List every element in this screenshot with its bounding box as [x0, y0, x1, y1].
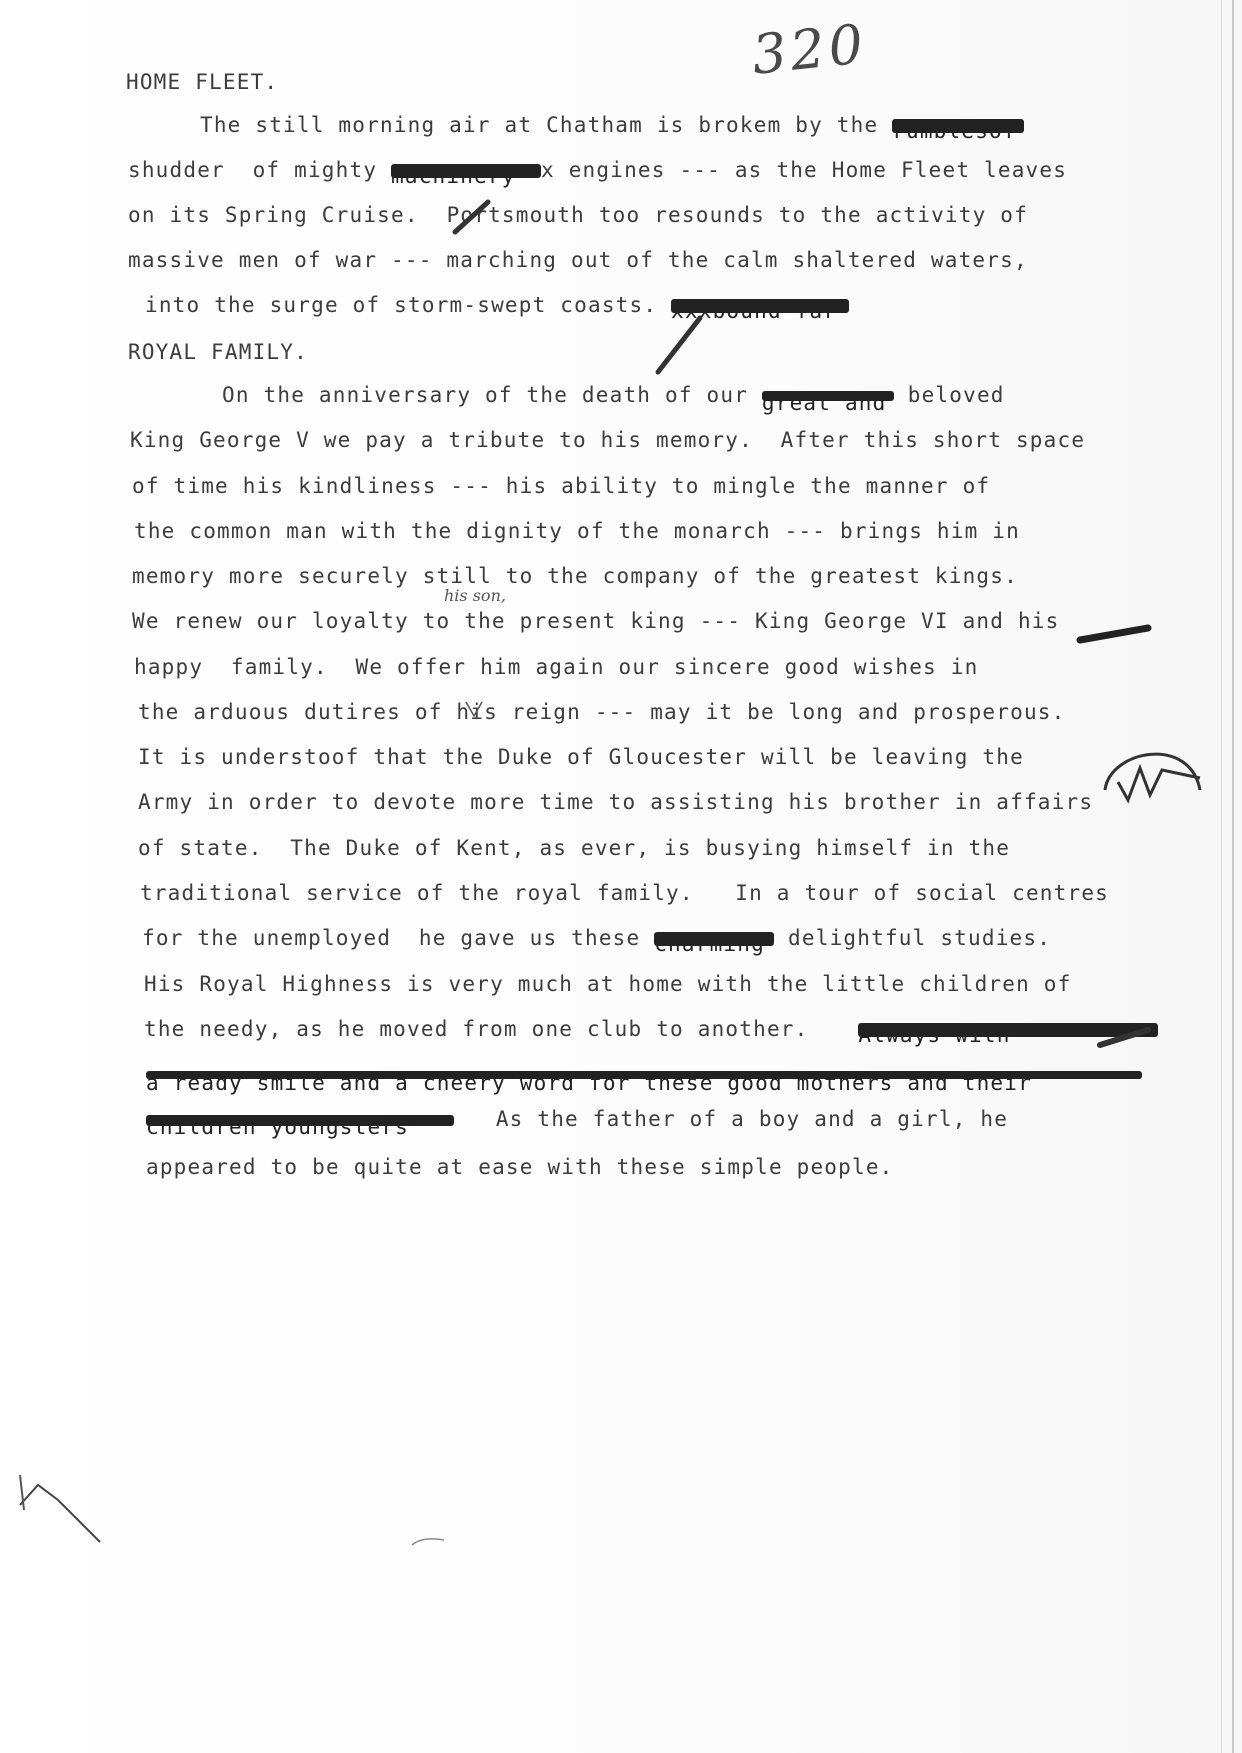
insertion-caret	[466, 702, 482, 716]
text-line: the common man with the dignity of the monarch --- brings him in	[134, 519, 1020, 543]
struck-out-line: a ready smile and a cheery word for these good mothers and their	[146, 1071, 1142, 1079]
text-line: happy family. We offer him again our sincere good wishes in	[134, 655, 979, 679]
text-line: of time his kindliness --- his ability to mingle the manner of	[132, 474, 991, 498]
text-line: memory more securely still to the company of the greatest kings.	[132, 564, 1018, 588]
section-heading-home-fleet: HOME FLEET.	[126, 70, 279, 94]
text-line: King George V we pay a tribute to his memory. After this short space	[130, 428, 1086, 452]
text-line: Army in order to devote more time to assisting his brother in affairs	[138, 790, 1094, 814]
section-heading-royal-family: ROYAL FAMILY.	[128, 340, 308, 364]
text-line: His Royal Highness is very much at home with the little children of	[144, 972, 1072, 996]
handwritten-page-number: 320	[749, 12, 871, 87]
deletion-scribble	[1080, 628, 1148, 640]
line-text: As the father of a boy and a girl, he	[495, 1107, 1009, 1131]
line-text: The still morning air at Chatham is brokem by the	[200, 113, 879, 137]
text-line: appeared to be quite at ease with these simple people.	[146, 1155, 894, 1179]
line-text: into the surge of storm-swept coasts.	[145, 293, 658, 317]
margin-mark	[20, 1485, 100, 1542]
line-text: x engines --- as the Home Fleet leaves	[541, 158, 1068, 182]
line-text: beloved	[907, 383, 1005, 407]
struck-out-text: children youngsters	[146, 1115, 454, 1126]
line-text: On the anniversary of the death of our	[222, 383, 749, 407]
paragraph-break-slash	[455, 202, 488, 232]
deletion-scribble	[1100, 1030, 1148, 1045]
struck-out-text: xxxbound far	[671, 299, 849, 313]
line-text: on its Spring Cruise.	[128, 203, 419, 227]
line-text: shudder of mighty	[128, 158, 378, 182]
struck-out-text: Always with	[858, 1023, 1158, 1037]
line-text: the needy, as he moved from one club to another.	[144, 1017, 809, 1041]
text-line: of state. The Duke of Kent, as ever, is busying himself in the	[138, 836, 1011, 860]
text-line: It is understoof that the Duke of Gloucester will be leaving the	[138, 745, 1024, 769]
end-mark-scribble	[1105, 754, 1200, 800]
deletion-slash	[658, 318, 700, 372]
struck-out-text: great and	[762, 391, 894, 401]
line-text: for the unemployed he gave us these	[142, 926, 641, 950]
stray-mark	[412, 1539, 444, 1545]
struck-out-text: machinery	[391, 164, 541, 178]
line-text: Portsmouth too resounds to the activity of	[446, 203, 1028, 227]
text-line: massive men of war --- marching out of the calm shaltered waters,	[128, 248, 1028, 272]
handwritten-insertion: his son,	[444, 586, 506, 605]
text-line: the arduous dutires of his reign --- may it be long and prosperous.	[138, 700, 1066, 724]
struck-out-text: charming	[654, 932, 774, 946]
text-line: traditional service of the royal family. In a tour of social centres	[140, 881, 1110, 905]
text-line: We renew our loyalty to the present king --- King George VI and his	[132, 609, 1060, 633]
line-text: delightful studies.	[788, 926, 1052, 950]
struck-out-text: rumblesof	[892, 119, 1024, 133]
